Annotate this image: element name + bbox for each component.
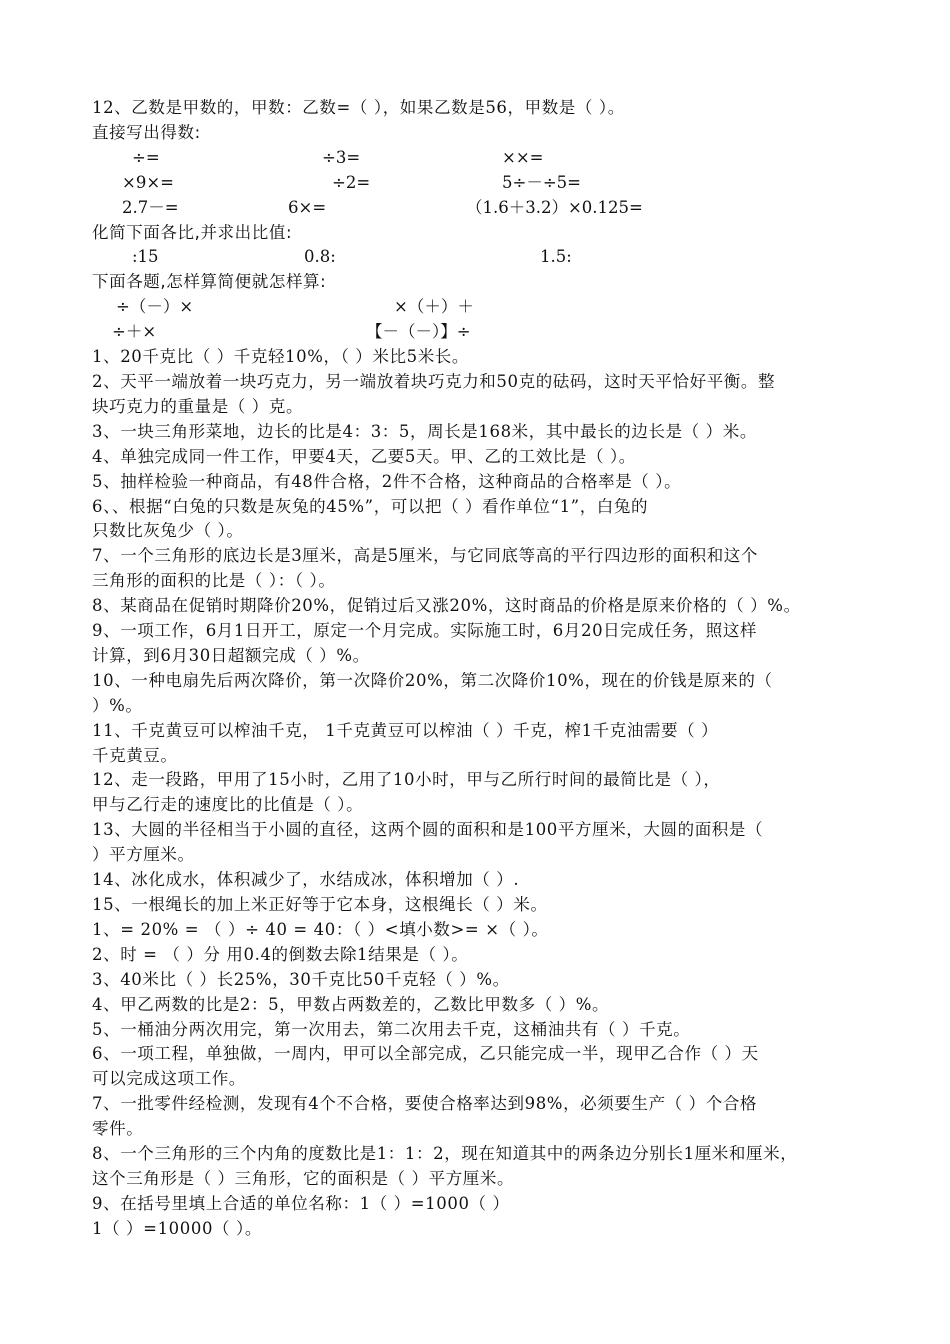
- simplify-row: [92, 320, 862, 345]
- simplify-title: 下面各题,怎样算简便就怎样算:: [92, 272, 327, 292]
- question-line: 5、一桶油分两次用完，第一次用去，第二次用去千克，这桶油共有（ ）千克。: [92, 1019, 691, 1039]
- simplify-item: ×（＋）＋: [394, 297, 474, 317]
- question-line: 1（ ）=10000（ ）。: [92, 1218, 262, 1238]
- simplify-item: 【－（－）】÷: [366, 322, 471, 342]
- question-line: 3、一块三角形菜地，边长的比是4：3：5，周长是168米，其中最长的边长是（ ）米。: [92, 421, 757, 441]
- question-line: 9、一项工作，6月1日开工，原定一个月完成。实际施工时，6月20日完成任务，照这样: [92, 621, 758, 641]
- question-line: 6、、根据“白兔的只数是灰兔的45%”，可以把（ ）看作单位“1”，白兔的: [92, 496, 649, 516]
- direct-calc-item: 5÷－÷5=: [502, 172, 581, 192]
- question-line: 10、一种电扇先后两次降价，第一次降价20%，第二次降价10%，现在的价钱是原来的（: [92, 670, 773, 690]
- direct-calc-row: [92, 196, 862, 221]
- question-line: ）平方厘米。: [92, 845, 195, 865]
- question-line: 这个三角形是（ ）三角形，它的面积是（ ）平方厘米。: [92, 1168, 515, 1188]
- question-line: 12、走一段路，甲用了15小时，乙用了10小时，甲与乙所行时间的最简比是（ ），: [92, 770, 721, 790]
- question-line: 千克黄豆。: [92, 745, 178, 765]
- question-line: 6、一项工程，单独做，一周内，甲可以全部完成，乙只能完成一半，现甲乙合作（ ）天: [92, 1044, 759, 1064]
- question-line: ）%。: [92, 695, 143, 715]
- question-line: 11、千克黄豆可以榨油千克， 1千克黄豆可以榨油（ ）千克，榨1千克油需要（ ）: [92, 720, 719, 740]
- question-line: 4、甲乙两数的比是2：5，甲数占两数差的，乙数比甲数多（ ）%。: [92, 994, 610, 1014]
- direct-calc-item: ÷=: [132, 147, 160, 167]
- question-line: 2、天平一端放着一块巧克力，另一端放着块巧克力和50克的砝码，这时天平恰好平衡。整: [92, 371, 776, 391]
- question-line: 14、冰化成水，体积减少了，水结成冰，体积增加（ ）.: [92, 870, 520, 890]
- direct-calc-item: ÷3=: [322, 147, 361, 167]
- question-line: 1、= 20% = （ ）÷ 40 = 40：（ ）<填小数>= ×（ ）。: [92, 919, 549, 939]
- question-line: 零件。: [92, 1119, 144, 1139]
- fill-blank-section-a: [92, 345, 862, 918]
- direct-calc-item: ××=: [502, 147, 544, 167]
- simplify-row: [92, 295, 862, 320]
- question-line: 可以完成这项工作。: [92, 1069, 246, 1089]
- direct-calc-row: [92, 146, 862, 171]
- question-line: 7、一个三角形的底边长是3厘米，高是5厘米，与它同底等高的平行四边形的面积和这个: [92, 546, 758, 566]
- question-line: 计算，到6月30日超额完成（ ）%。: [92, 645, 370, 665]
- question-line: 甲与乙行走的速度比的比值是（ ）。: [92, 795, 364, 815]
- direct-calc-item: 6×=: [288, 197, 327, 217]
- direct-calc-item: 2.7－=: [122, 197, 179, 217]
- worksheet-page: [92, 96, 862, 1242]
- simplify-item: ÷（－）×: [116, 297, 194, 317]
- ratio-item: :15: [132, 247, 159, 267]
- direct-calc-item: ÷2=: [332, 172, 371, 192]
- ratio-row: [92, 245, 862, 270]
- top-question: 12、乙数是甲数的，甲数：乙数=（ ），如果乙数是56，甲数是（ ）。: [92, 98, 625, 117]
- ratio-title: 化简下面各比,并求出比值:: [92, 222, 293, 242]
- question-line: 8、某商品在促销时期降价20%，促销过后又涨20%，这时商品的价格是原来价格的（ ）%。: [92, 596, 801, 616]
- question-line: 7、一批零件经检测，发现有4个不合格，要使合格率达到98%，必须要生产（ ）个合格: [92, 1094, 758, 1114]
- ratio-item: 1.5:: [540, 247, 572, 267]
- question-line: 块巧克力的重量是（ ）克。: [92, 396, 304, 416]
- direct-calc-item: ×9×=: [122, 172, 174, 192]
- question-line: 13、大圆的半径相当于小圆的直径，这两个圆的面积和是100平方厘米，大圆的面积是（: [92, 820, 764, 840]
- question-line: 3、40米比（ ）长25%，30千克比50千克轻（ ）%。: [92, 969, 510, 989]
- question-line: 2、时 = （ ）分 用0.4的倒数去除1结果是（ ）。: [92, 944, 469, 964]
- ratio-item: 0.8:: [304, 247, 336, 267]
- question-line: 三角形的面积的比是（ ）：（ ）。: [92, 571, 336, 591]
- question-line: 15、一根绳长的加上米正好等于它本身，这根绳长（ ）米。: [92, 895, 548, 914]
- question-line: 5、抽样检验一种商品，有48件合格，2件不合格，这种商品的合格率是（ ）。: [92, 471, 682, 491]
- direct-calc-row: [92, 171, 862, 196]
- simplify-item: ÷＋×: [112, 322, 157, 342]
- question-line: 8、一个三角形的三个内角的度数比是1：1：2，现在知道其中的两条边分别长1厘米和厘米，: [92, 1144, 798, 1164]
- question-line: 1、20千克比（ ）千克轻10%，（ ）米比5米长。: [92, 347, 470, 367]
- question-line: 只数比灰兔少（ ）。: [92, 521, 244, 541]
- direct-calc-item: （1.6＋3.2）×0.125=: [466, 197, 643, 217]
- question-line: 4、单独完成同一件工作，甲要4天，乙要5天。甲、乙的工效比是（ ）。: [92, 446, 636, 466]
- question-line: 9、在括号里填上合适的单位名称：1（ ）=1000（ ）: [92, 1193, 510, 1213]
- fill-blank-section-b: [92, 918, 862, 1242]
- direct-calc-title: 直接写出得数:: [92, 122, 201, 142]
